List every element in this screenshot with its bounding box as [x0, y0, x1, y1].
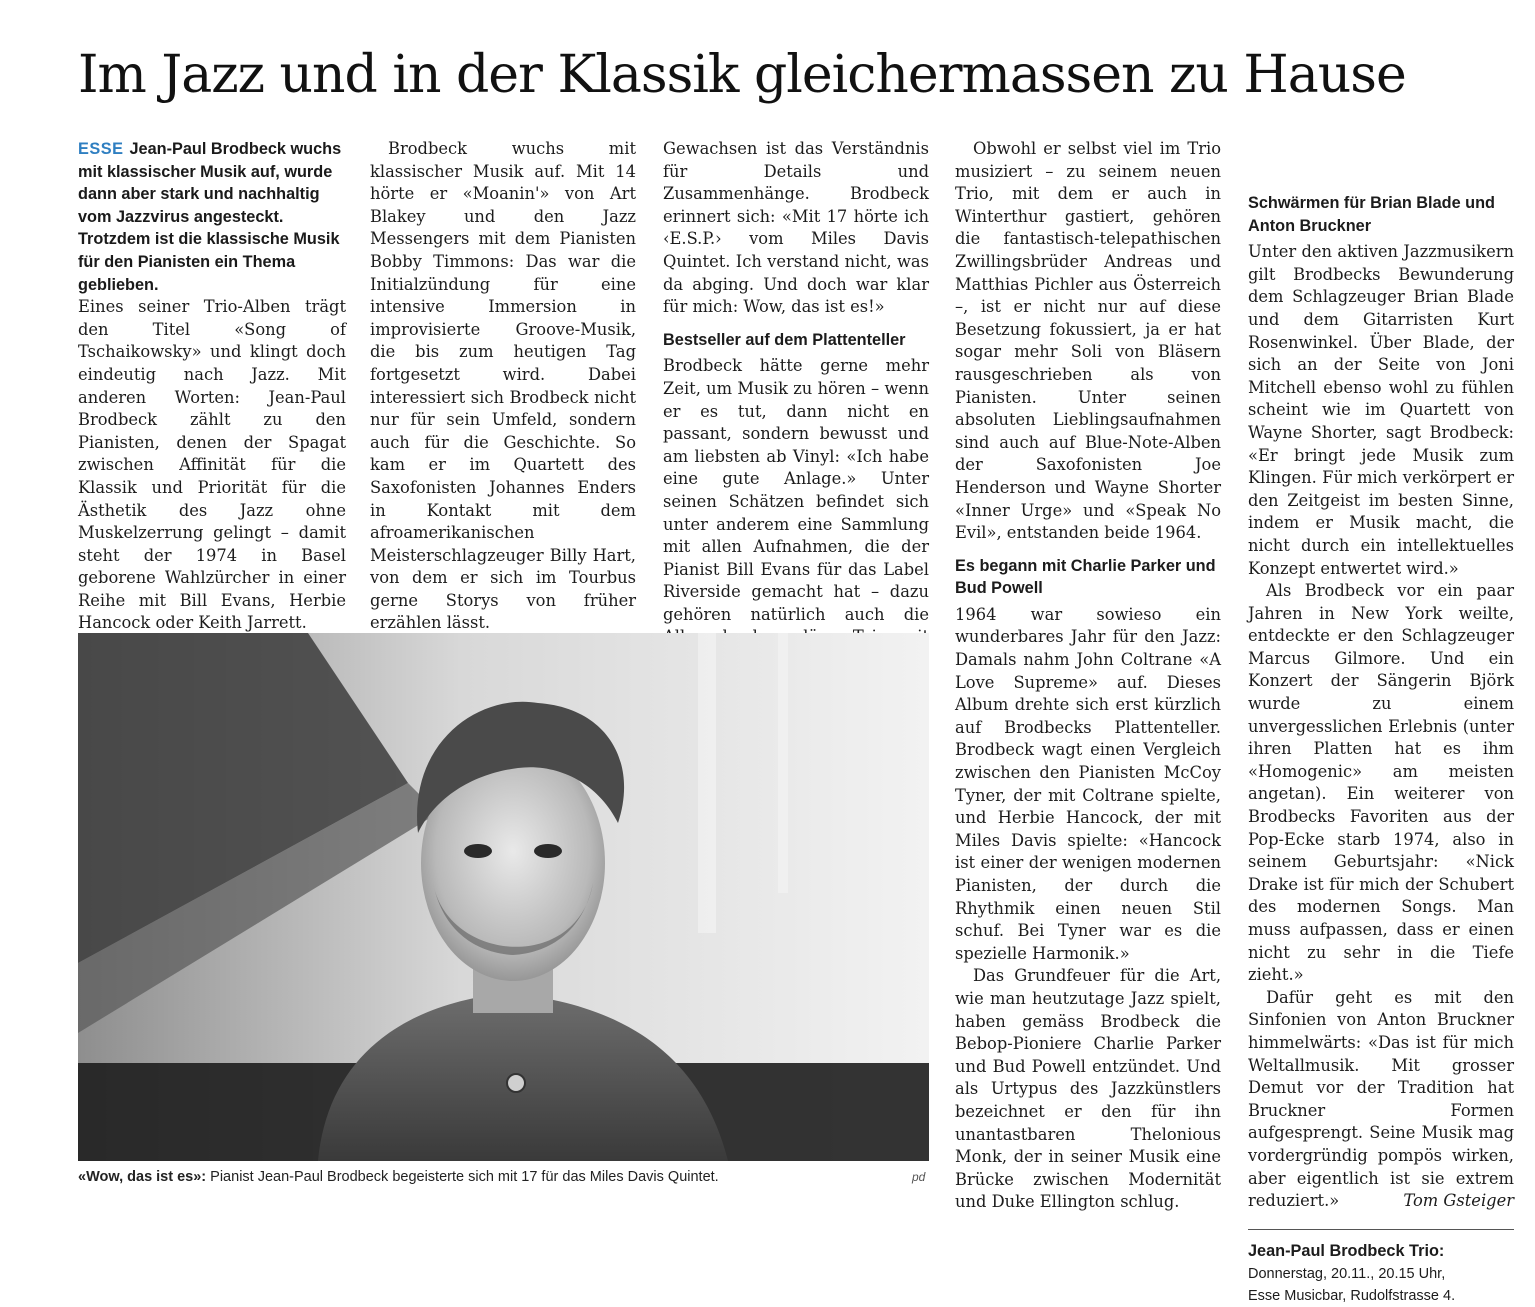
article-column-3	[663, 138, 929, 694]
lead-text: Jean-Paul Brodbeck wuchs mit klassischer Musik auf, wurde dann aber stark und nachhaltig vom Jazzvirus angesteckt. Trotzdem ist die klassische Musik für den Pianisten ein Thema geblieben.	[78, 140, 342, 294]
kicker-label: ESSE	[78, 140, 124, 158]
event-info	[1248, 1240, 1514, 1307]
body-paragraph: Brodbeck wuchs mit klassischer Musik auf. Mit 14 hörte er «Moanin'» von Art Blakey und den Jazz Messengers mit dem Pianisten Bobby Timmons: Das war die Initialzündung für eine intensive Immersion in improvisierte Groove-Musik, die bis zum heutigen Tag fortgesetzt wird. Dabei interessiert sich Brodbeck nicht nur für sein Umfeld, sondern auch für die Geschichte. So kam er im Quartett des Saxofonisten Johannes Enders in Kontakt mit dem afroamerikanischen Meisterschlagzeuger Billy Hart, von dem er sich im Tourbus gerne Storys von früher erzählen lässt.	[370, 139, 636, 633]
body-paragraph: 1964 war sowieso ein wunderbares Jahr für den Jazz: Damals nahm John Coltrane «A Love Supreme» auf. Dieses Album drehte sich erst kürzlich auf Brodbecks Plattenteller. Brodbeck wagt einen Vergleich zwischen den Pianisten McCoy Tyner, der mit Coltrane spielte, und Herbie Hancock, der mit Miles Davis spielte: «Hancock ist einer der wenigen modernen Pianisten, der durch die Rhythmik einen neuen Stil schuf. Bei Tyner war es die spezielle Harmonik.»	[955, 604, 1221, 963]
event-date: Donnerstag, 20.11., 20.15 Uhr,	[1248, 1265, 1446, 1282]
divider	[1248, 1229, 1514, 1230]
event-title: Jean-Paul Brodbeck Trio:	[1248, 1241, 1445, 1260]
subheading: Bestseller auf dem Plattenteller	[663, 330, 906, 349]
caption-bold: «Wow, das ist es»:	[78, 1169, 207, 1185]
body-paragraph: Als Brodbeck vor ein paar Jahren in New York weilte, entdeckte er den Schlagzeuger Marcus Gilmore. Und ein Konzert der Sängerin Björk wurde zu einem unvergesslichen Erlebnis (unter ihren Platten hat es ihm «Homogenic» am meisten angetan). Ein weiterer von Brodbecks Favoriten aus der Pop-Ecke starb 1974, also in seinem Geburtsjahr: «Nick Drake ist für mich der Schubert des modernen Songs. Man muss aufpassen, dass er einen nicht zu sehr in die Tiefe zieht.»	[1248, 581, 1514, 985]
body-paragraph: Unter den aktiven Jazzmusikern gilt Brodbecks Bewunderung dem Schlagzeuger Brian Blade und dem Gitarristen Kurt Rosenwinkel. Über Blade, der sich an der Seite von Joni Mitchell ebenso wohl zu fühlen scheint wie im Quartett von Wayne Shorter, sagt Brodbeck: «Er bringt jede Musik zum Klingen. Für mich verkörpert er den Zeitgeist im besten Sinne, indem er Musik macht, die nicht durch ein intellektuelles Konzept entwertet wird.»	[1248, 242, 1514, 578]
article-column-5	[1248, 178, 1514, 1307]
body-paragraph: Gewachsen ist das Verständnis für Details und Zusammenhänge. Brodbeck erinnert sich: «Mit 17 hörte ich ‹E.S.P.› vom Miles Davis Quintet. Ich verstand nicht, was da abging. Und doch war klar für mich: Wow, das ist es!»	[663, 139, 929, 317]
caption-text: Pianist Jean-Paul Brodbeck begeisterte sich mit 17 für das Miles Davis Quintet.	[206, 1169, 719, 1185]
body-paragraph: Brodbeck hätte gerne mehr Zeit, um Musik zu hören – wenn er es tut, dann nicht en passant, sondern bewusst und am liebsten ab Vinyl: «Ich habe eine gute Anlage.» Unter seinen Schätzen befindet sich unter anderem eine Sammlung mit allen Aufnahmen, die der Pianist Bill Evans für das Label Riverside gemacht hat – dazu gehören natürlich auch die	[663, 356, 929, 624]
photo-credit: pd	[912, 1170, 926, 1184]
article-photo	[78, 633, 929, 1161]
subheading: Schwärmen für Brian Blade und Anton Bruckner	[1248, 194, 1495, 235]
article-column-1	[78, 138, 346, 635]
subheading: Es begann mit Charlie Parker und Bud Powell	[955, 556, 1216, 598]
body-paragraph: Obwohl er selbst viel im Trio musiziert – zu seinem neuen Trio, mit dem er auch in Winterthur gastiert, gehören die fantastisch-telepathischen Zwillingsbrüder Andreas und Matthias Pichler aus Österreich –, ist er nicht nur auf diese Besetzung fokussiert, ja er hat sogar mehr Soli von Bläsern rausgeschrieben als von Pianisten. Unter seinen absoluten Lieblingsaufnahmen sind auch auf Blue-Note-Alben der Saxofonisten Joe Henderson und Wayne Shorter «Inner Urge» und «Speak No Evil», entstanden beide 1964.	[955, 139, 1221, 543]
body-paragraph: Dafür geht es mit den Sinfonien von Anton Bruckner himmelwärts: «Das ist für mich Weltallmusik. Mit grosser Demut vor der Tradition hat Bruckner Formen aufgesprengt. Seine Musik mag vordergründig pompös wirken, aber eigentlich ist sie extrem reduziert.»	[1248, 987, 1514, 1211]
article-column-4	[955, 138, 1221, 1214]
headline: Im Jazz und in der Klassik gleichermassen zu Hause	[78, 45, 1406, 105]
photo-caption	[78, 1167, 929, 1187]
author-byline: Tom Gsteiger	[1403, 1191, 1514, 1211]
body-paragraph: Eines seiner Trio-Alben trägt den Titel «Song of Tschaikowsky» und klingt doch eindeutig nach Jazz. Mit anderen Worten: Jean-Paul Brodbeck zählt zu den Pianisten, denen der Spagat zwischen Affinität für die Klassik und Priorität für die Ästhetik des Jazz ohne Muskelzerrung gelingt – damit steht der 1974 in Basel geborene Wahlzürcher in einer Reihe mit Bill Evans, Herbie Hancock oder Keith Jarrett.	[78, 297, 346, 633]
body-paragraph: Das Grundfeuer für die Art, wie man heutzutage Jazz spielt, haben gemäss Brodbeck die Bebop-Pioniere Charlie Parker und Bud Powell entzündet. Und als Urtypus des Jazzkünstlers bezeichnet er den für ihn unantastbaren Thelonious Monk, der in seiner Musik eine Brücke zwischen Modernität und Duke Ellington schlug.	[955, 966, 1221, 1212]
event-venue: Esse Musicbar, Rudolfstrasse 4.	[1248, 1287, 1456, 1304]
portrait-photo-illustration	[78, 633, 929, 1161]
lead-paragraph	[78, 138, 346, 296]
